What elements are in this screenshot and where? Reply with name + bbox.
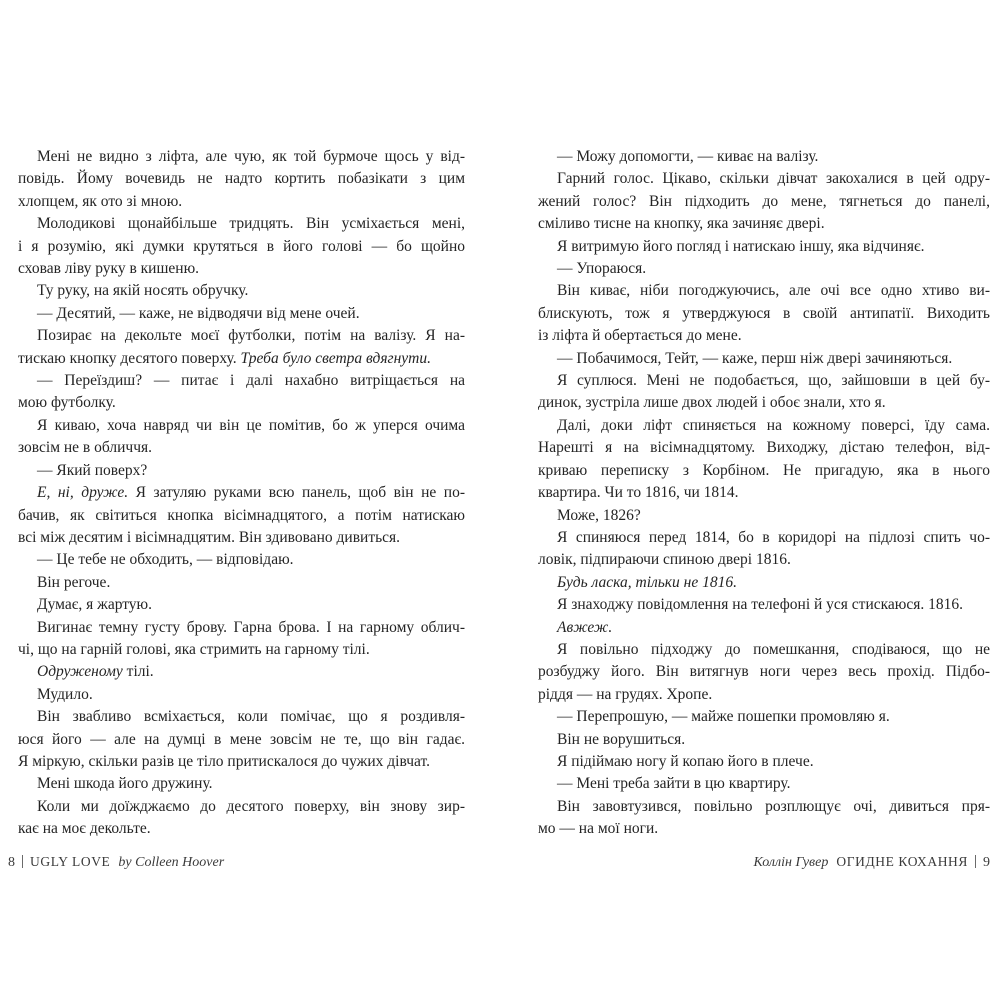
text-line: чі, що на гарній голові, яка стримить на гарному тілі. — [18, 640, 370, 658]
text-line: розбуджу його. Він витягнув ноги через весь прохід. Підбо- — [538, 663, 990, 681]
text-line: повідь. Йому вочевидь не надто кортить побазікати з цим — [18, 170, 465, 188]
paragraph — [538, 258, 990, 280]
text-line: сміливо тисне на кнопку, яка зачиняє двері. — [538, 215, 825, 233]
text-line: динок, зустріла лише двох людей і обоє знали, хто я. — [538, 394, 886, 412]
right-page-footer — [538, 854, 990, 871]
text-line: Мені шкода його дружину. — [37, 775, 213, 793]
text-line: Вигинає темну густу брову. Гарна брова. І на гарному облич- — [37, 618, 465, 636]
paragraph — [18, 661, 465, 683]
text-line: Я суплюся. Мені не подобається, що, зайшовши в цей бу- — [557, 372, 990, 390]
footer-divider — [975, 855, 976, 868]
text-line: Він завовтузився, повільно розплющує очі, дивиться пря- — [557, 797, 990, 815]
text-line: — Можу допомогти, — киває на валізу. — [557, 148, 819, 165]
paragraph — [18, 549, 465, 571]
paragraph — [18, 684, 465, 706]
paragraph — [538, 594, 990, 616]
text-line: Я знаходжу повідомлення на телефоні й уся стискаюся. 1816. — [557, 596, 964, 614]
text-line: Він не ворушиться. — [557, 730, 686, 748]
text-line: Ту руку, на якій носять обручку. — [37, 282, 249, 300]
text-line: — Переїздиш? — питає і далі нахабно витріщається на — [37, 372, 465, 390]
text-line: — Упораюся. — [557, 260, 647, 278]
text-line: — Мені треба зайти в цю квартиру. — [557, 775, 791, 793]
text-line: — Побачимося, Тейт, — каже, перш ніж двері зачиняються. — [557, 349, 953, 367]
text-line: зовсім не в обличчя. — [18, 439, 152, 457]
text-line: криваю переписку з Корбіном. Не пригадую, яка в нього — [538, 461, 990, 479]
text-line: юся його — але на думці в мене зовсім не те, що він гадає. — [18, 730, 465, 748]
text-line: Нарешті я на вісімнадцятому. Виходжу, дістаю телефон, від- — [538, 439, 990, 457]
right-page-number: 9 — [983, 855, 990, 870]
paragraph — [538, 706, 990, 728]
right-page-text — [538, 146, 990, 841]
footer-divider — [22, 855, 23, 868]
text-line: Я підіймаю ногу й копаю його в плече. — [557, 752, 814, 770]
text-line: мою футболку. — [18, 394, 116, 412]
paragraph — [18, 706, 465, 773]
paragraph — [18, 460, 465, 482]
left-page-number: 8 — [8, 855, 15, 870]
paragraph — [538, 348, 990, 370]
book-title-latin: UGLY LOVE — [30, 854, 111, 869]
text-line: Може, 1826? — [557, 506, 641, 524]
text-line: Коли ми доїжджаємо до десятого поверху, він знову зир- — [37, 797, 465, 815]
text-line: ріддя — на грудях. Хропе. — [538, 685, 713, 703]
paragraph — [538, 639, 990, 706]
text-line: Я киваю, хоча навряд чи він це помітив, бо ж уперся очима — [37, 416, 465, 434]
paragraph — [538, 415, 990, 505]
text-line: Я міркую, скільки разів це тіло притискалося до чужих дівчат. — [18, 752, 430, 770]
paragraph — [538, 280, 990, 347]
paragraph — [538, 168, 990, 235]
text-line: із ліфта й обертається до мене. — [538, 327, 742, 345]
paragraph — [18, 482, 465, 549]
paragraph — [18, 370, 465, 415]
text-line: Він звабливо всміхається, коли помічає, що я роздивля- — [37, 708, 465, 726]
paragraph — [18, 572, 465, 594]
paragraph — [538, 572, 990, 594]
text-line: Мудило. — [37, 685, 93, 703]
paragraph — [18, 146, 465, 213]
paragraph — [538, 796, 990, 841]
text-line: Авжеж. — [557, 618, 613, 636]
paragraph — [18, 213, 465, 280]
text-line: жений голос? Він підходить до мене, тягнеться до панелі, — [538, 192, 990, 210]
text-line: — Перепрошую, — майже пошепки промовляю я. — [557, 708, 890, 726]
book-author-ukrainian: Коллін Гувер — [753, 855, 829, 870]
text-line: Він киває, ніби погоджуючись, але очі все одно хтиво ви- — [557, 282, 990, 300]
paragraph — [18, 280, 465, 302]
paragraph — [538, 505, 990, 527]
text-line: Я витримую його погляд і натискаю іншу, яка відчиняє. — [557, 237, 925, 255]
text-line: бачив, як світиться кнопка вісімнадцятого, а потім натискаю — [18, 506, 465, 524]
paragraph — [538, 370, 990, 415]
text-line: Молодикові щонайбільше тридцять. Він усміхається мені, — [37, 215, 465, 233]
text-line: тискаю кнопку десятого поверху. Треба було светра вдягнути. — [18, 349, 431, 367]
text-line: блискують, тож я утверджуюся в своїй антипатії. Виходить — [538, 304, 990, 322]
text-line: — Це тебе не обходить, — відповідаю. — [37, 551, 294, 569]
book-author-latin: by Colleen Hoover — [118, 855, 225, 870]
text-line: квартира. Чи то 1816, чи 1814. — [538, 484, 739, 502]
text-line: ловік, підпираючи спиною двері 1816. — [538, 551, 791, 569]
text-line: Е, ні, друже. Я затуляю руками всю панель, щоб він не по- — [37, 484, 465, 502]
text-line: Він регоче. — [37, 573, 111, 591]
text-line: Одруженому тілі. — [37, 663, 154, 681]
paragraph — [538, 236, 990, 258]
text-line: Позирає на декольте моєї футболки, потім на валізу. Я на- — [37, 327, 465, 345]
paragraph — [538, 773, 990, 795]
text-line: всі між десятим і вісімнадцятим. Він здивовано дивиться. — [18, 528, 401, 546]
left-page-footer — [8, 854, 224, 871]
paragraph — [18, 415, 465, 460]
paragraph — [18, 617, 465, 662]
paragraph — [538, 729, 990, 751]
paragraph — [18, 303, 465, 325]
text-line: Я спиняюся перед 1814, бо в коридорі на підлозі спить чо- — [557, 528, 990, 546]
text-line: хлопцем, як ото зі мною. — [18, 192, 183, 210]
text-line: Гарний голос. Цікаво, скільки дівчат закохалися в цей одру- — [557, 170, 990, 188]
paragraph — [18, 796, 465, 841]
text-line: сховав ліву руку в кишеню. — [18, 260, 200, 278]
text-line: мо — на мої ноги. — [538, 820, 659, 838]
text-line: Далі, доки ліфт спиняється на кожному поверсі, їду сама. — [557, 416, 990, 434]
text-line: Будь ласка, тільки не 1816. — [557, 573, 738, 591]
text-line: кає на моє декольте. — [18, 820, 151, 838]
paragraph — [18, 773, 465, 795]
paragraph — [538, 751, 990, 773]
text-line: — Десятий, — каже, не відводячи від мене очей. — [37, 304, 360, 322]
paragraph — [538, 527, 990, 572]
paragraph — [18, 594, 465, 616]
text-line: Думає, я жартую. — [37, 596, 153, 614]
book-title-ukrainian: ОГИДНЕ КОХАННЯ — [836, 854, 968, 869]
text-line: Мені не видно з ліфта, але чую, як той бурмоче щось у від- — [37, 148, 465, 165]
paragraph — [18, 325, 465, 370]
text-line: і я розумію, які думки крутяться в його голові — бо щойно — [18, 237, 465, 255]
paragraph — [538, 146, 990, 168]
paragraph — [538, 617, 990, 639]
text-line: — Який поверх? — [37, 461, 148, 479]
text-line: Я повільно підходжу до помешкання, сподіваюся, що не — [557, 640, 990, 658]
left-page-text — [18, 146, 465, 841]
